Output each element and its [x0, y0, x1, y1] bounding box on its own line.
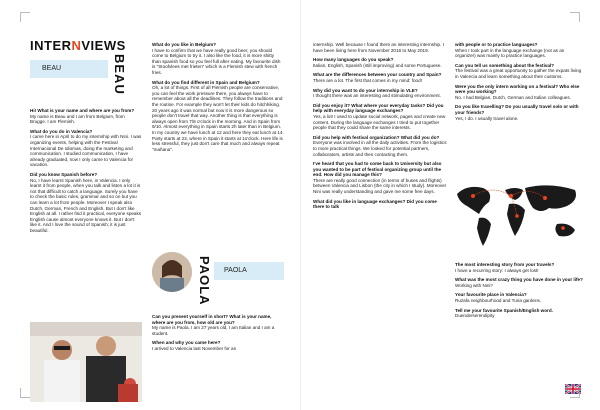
col-paola-more: with people or to practice languages? When I took part in the language exchange (not as an organizer) was mainly to practice languages. Can you tell us something about the festival? The festival was a great opportunity to gather the expats living in Valencia and learn something about their customs. Were you the only intern working on a festival? Who else were you working? No. I had Belgian, Dutch, German and Italian colleagues. Do you like travelling? Do you usually travel solo or with your friends? Yes, I do. I usually travel alone. [455, 42, 582, 121]
photo-two-men [30, 322, 142, 402]
col-paola-intro: Can you present yourself in short? What is your name, where are you from, how old are you? My name is Paola. I am 27 years old, I am Italian and I am a student. When and why you came here? I arrived to Valencia last November for an [152, 314, 275, 351]
beau-vertical-name: BEAU [112, 54, 127, 95]
beau-name-bar: BEAU [30, 60, 108, 78]
beau-photo [30, 322, 142, 402]
world-map-graphic [453, 180, 587, 254]
page-title: INTERNVIEWS [30, 38, 126, 53]
col-beau-intro: Hi! What is your name and where are you from? My name is Beau and I am from Belgium, from Brugge. I am Flemish. What do you do in Valencia? I came here in April to do my internship with Nini. I was organizing events, helping with the Festival Internacional De Idiomas, doing the marketing and communication. I studied communication, I have already graduated, now I only came to Valencia for vacation. Did you know Spanish before? No, I have learnt Spanish here, in Valencia. I only learnt it from people, when you talk and listen a lot it is not that difficult to catch a language. Surely you have to check the basic rules, grammar and so on but you can learn a lot from people. Moreover I speak also Dutch, German, French and English. But I don't like English at all. I rather find it practical, everyone speaks English cause almost everyone knows it. But I don't like it. And I love the sound of Spanish; it is just beautiful. [30, 108, 142, 233]
col-beau-continued: What do you like in Belgium? I have to confirm that we have really good beer, you should come to Belgium to try it. I also like the food, it is more shitty than spanish food so you feel full after eating. My favourite dish is "Stoofvlees met frieten" which is a Flemish stew with french fries. What do you find different in Spain and Belgium? Oh, a lot of things. First of all Flemish people are conservative, you can feel the work pressure there, you always have to remember about all the deadlines. They follow the traditions and the routine. For example they won't let their kids do hitchhiking. 20 years ago it was normal but now it is more dangerous so people don't travel that way. Another thing is that everything is always open from 7/8 o'clock in the morning. And in Spain from 9/10. Almost everything in Spain starts 2h later than in Belgium. In my country we have lunch at 12 and here they eat lunch at 14. Party starts at 23, where in Spain it starts at 1o'clock. Here life is less stressful, they just don't care that much and always repeat "mañana". [152, 42, 284, 152]
paola-vertical-name: PAOLA [197, 256, 212, 306]
crop-mark [20, 388, 30, 398]
right-page [300, 0, 600, 410]
paola-name-bar: PAOLA [214, 262, 284, 280]
uk-flag-icon[interactable] [565, 384, 581, 394]
col-paola-answers: internship. Well because I found there an interesting internship. I have been living here from November 2018 to May 2019. How many languages do you speak? Italian, English, Spanish (still improving) and some Portuguese. What are the differences between your country and Spain? There are a lot. The first that comes in my mind: food! Why did you want to do your internship in VLE? I thought there was an interesting and stimulating environment. Did you enjoy it? What where your everyday tasks? Did you help with everyday language exchanges? Yes, a lot! I used to update social network, pages and create new content. During the language exchanges I tried to put together people that they could share the same interests. Did you help with festival organization? What did you do? Everyone was involved in all the daily activities. From the logistics to more practical things. We looked for potential partners, collaborators, artists and then contacting them. I've heard that you had to come back to University but also you wanted to be part of festival organizing group until the end. How did you manage this? There are really good connection (in terms of buses and flights) between Valencia and Lisbon (the city in which I study). Moreover Nini was really understanding and gave me some free days. What did you like in language exchanges? Did you come there to talk [313, 42, 447, 210]
crop-mark [20, 12, 30, 22]
photo-woman [152, 252, 192, 292]
crop-mark [570, 12, 580, 22]
paola-photo [152, 252, 192, 292]
col-paola-last: The most interesting story from your travels? I have a recurring story: I always get lost! What was the most crazy thing you have done in your life? Working with Nini? Your favourite place in Valencia? Ruzafa neighbourhood and Turia gardens. Tell me your favourite Spanish/English word. Duende/serendipity [455, 262, 583, 319]
